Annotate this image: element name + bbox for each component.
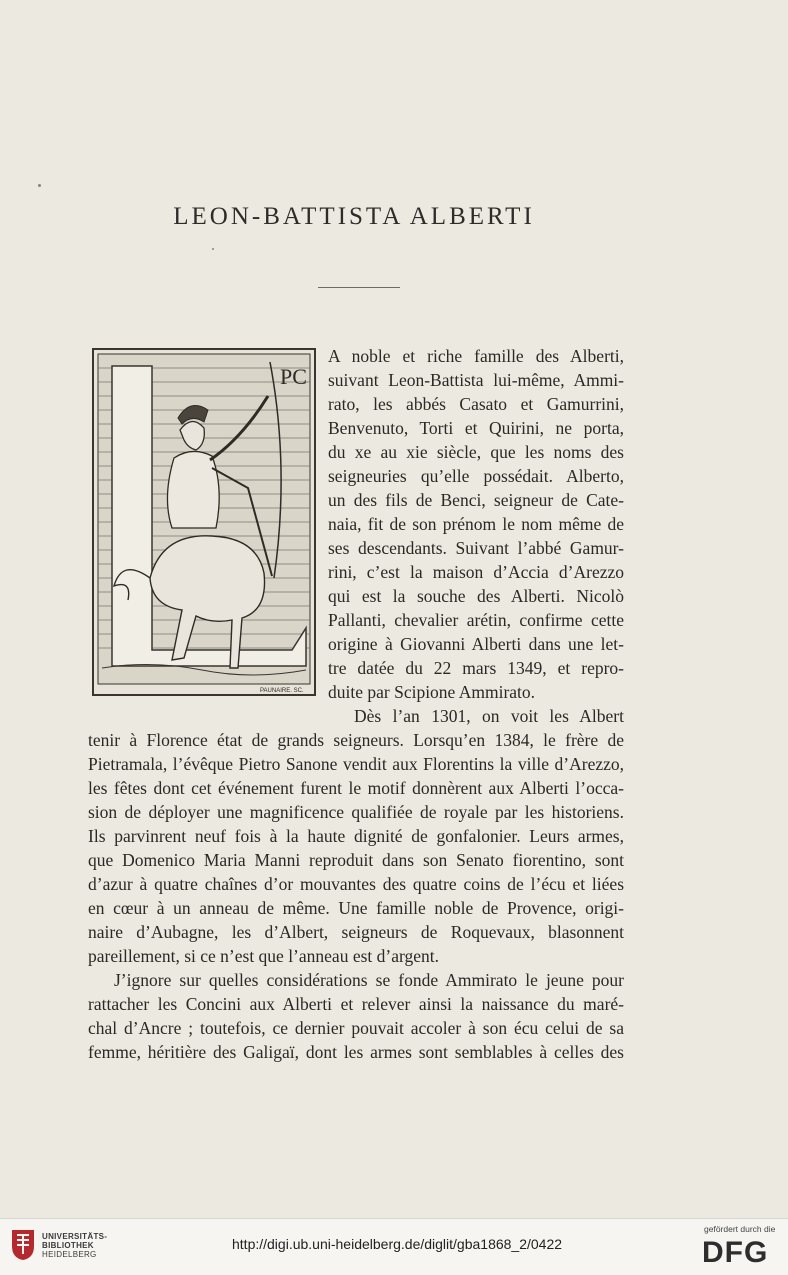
text-line: Pietramala, l’évêque Pietro Sanone vendit aux Florentins la ville d’Arezzo, <box>88 754 624 774</box>
text-line: A noble et riche famille des Alberti, <box>328 346 624 366</box>
text-line: Pallanti, chevalier arétin, confirme cette <box>328 610 624 630</box>
engraver-monogram: PC <box>280 364 307 389</box>
text-line: suivant Leon-Battista lui-même, Ammi- <box>328 370 624 390</box>
page-title: LEON-BATTISTA ALBERTI <box>173 203 535 230</box>
text-line: en cœur à un anneau de même. Une famille noble de Provence, origi- <box>88 898 624 918</box>
text-line: du xe au xie siècle, que les noms des <box>328 442 624 462</box>
library-name-line: BIBLIOTHEK <box>42 1241 94 1250</box>
text-line: pareillement, si ce n’est que l’anneau est d’argent. <box>88 946 439 966</box>
text-line: seigneuries qu’elle possédait. Alberto, <box>328 466 624 486</box>
text-line: Ils parvinrent neuf fois à la haute dignité de gonfalonier. Leurs armes, <box>88 826 624 846</box>
university-library-logo-icon <box>8 1226 38 1262</box>
text-line: un des fils de Benci, seigneur de Cate- <box>328 490 624 510</box>
paper-speck <box>38 184 41 187</box>
permalink[interactable]: http://digi.ub.uni-heidelberg.de/diglit/gba1868_2/0422 <box>232 1236 563 1252</box>
text-line: que Domenico Maria Manni reproduit dans son Senato fiorentino, sont <box>88 850 624 870</box>
paper-speck <box>212 248 214 250</box>
text-line: rini, c’est la maison d’Accia d’Arezzo <box>328 562 624 582</box>
text-line: Dès l’an 1301, on voit les Albert <box>354 706 624 726</box>
text-line: chal d’Ancre ; toutefois, ce dernier pouvait accoler à son écu celui de sa <box>88 1018 624 1038</box>
text-line: J’ignore sur quelles considérations se fonde Ammirato le jeune pour <box>114 970 624 990</box>
text-line: origine à Giovanni Alberti dans une let- <box>328 634 624 654</box>
text-line: qui est la souche des Alberti. Nicolò <box>328 586 624 606</box>
dfg-logo: DFG <box>702 1236 769 1269</box>
text-line: rattacher les Concini aux Alberti et relever ainsi la naissance du maré- <box>88 994 624 1014</box>
text-line: les fêtes dont cet événement furent le motif donnèrent aux Alberti l’occa- <box>88 778 624 798</box>
library-name-line: HEIDELBERG <box>42 1250 97 1259</box>
engraver-signature: PAUNAIRE. SC. <box>260 688 304 694</box>
text-line: Benvenuto, Torti et Quirini, ne porta, <box>328 418 624 438</box>
text-line: sion de déployer une magnificence qualifiée de royale par les historiens. <box>88 802 624 822</box>
text-line: ses descendants. Suivant l’abbé Gamur- <box>328 538 624 558</box>
text-line: tre datée du 22 mars 1349, et repro- <box>328 658 624 678</box>
text-line: d’azur à quatre chaînes d’or mouvantes des quatre coins de l’écu et liées <box>88 874 624 894</box>
library-name <box>42 1232 107 1259</box>
text-line: femme, héritière des Galigaï, dont les armes sont semblables à celles des <box>88 1042 624 1062</box>
engraved-initial-illustration <box>92 348 316 696</box>
title-divider <box>318 287 400 288</box>
text-line: duite par Scipione Ammirato. <box>328 682 536 702</box>
text-line: naia, fit de son prénom le nom même de <box>328 514 624 534</box>
text-line: tenir à Florence état de grands seigneurs. Lorsqu’en 1384, le frère de <box>88 730 624 750</box>
funding-caption: gefördert durch die <box>704 1224 776 1234</box>
text-line: naire d’Aubagne, les d’Albert, seigneurs de Roquevaux, blasonnent <box>88 922 624 942</box>
text-line: rato, les abbés Casato et Gamurrini, <box>328 394 624 414</box>
library-name-line: UNIVERSITÄTS- <box>42 1232 108 1241</box>
